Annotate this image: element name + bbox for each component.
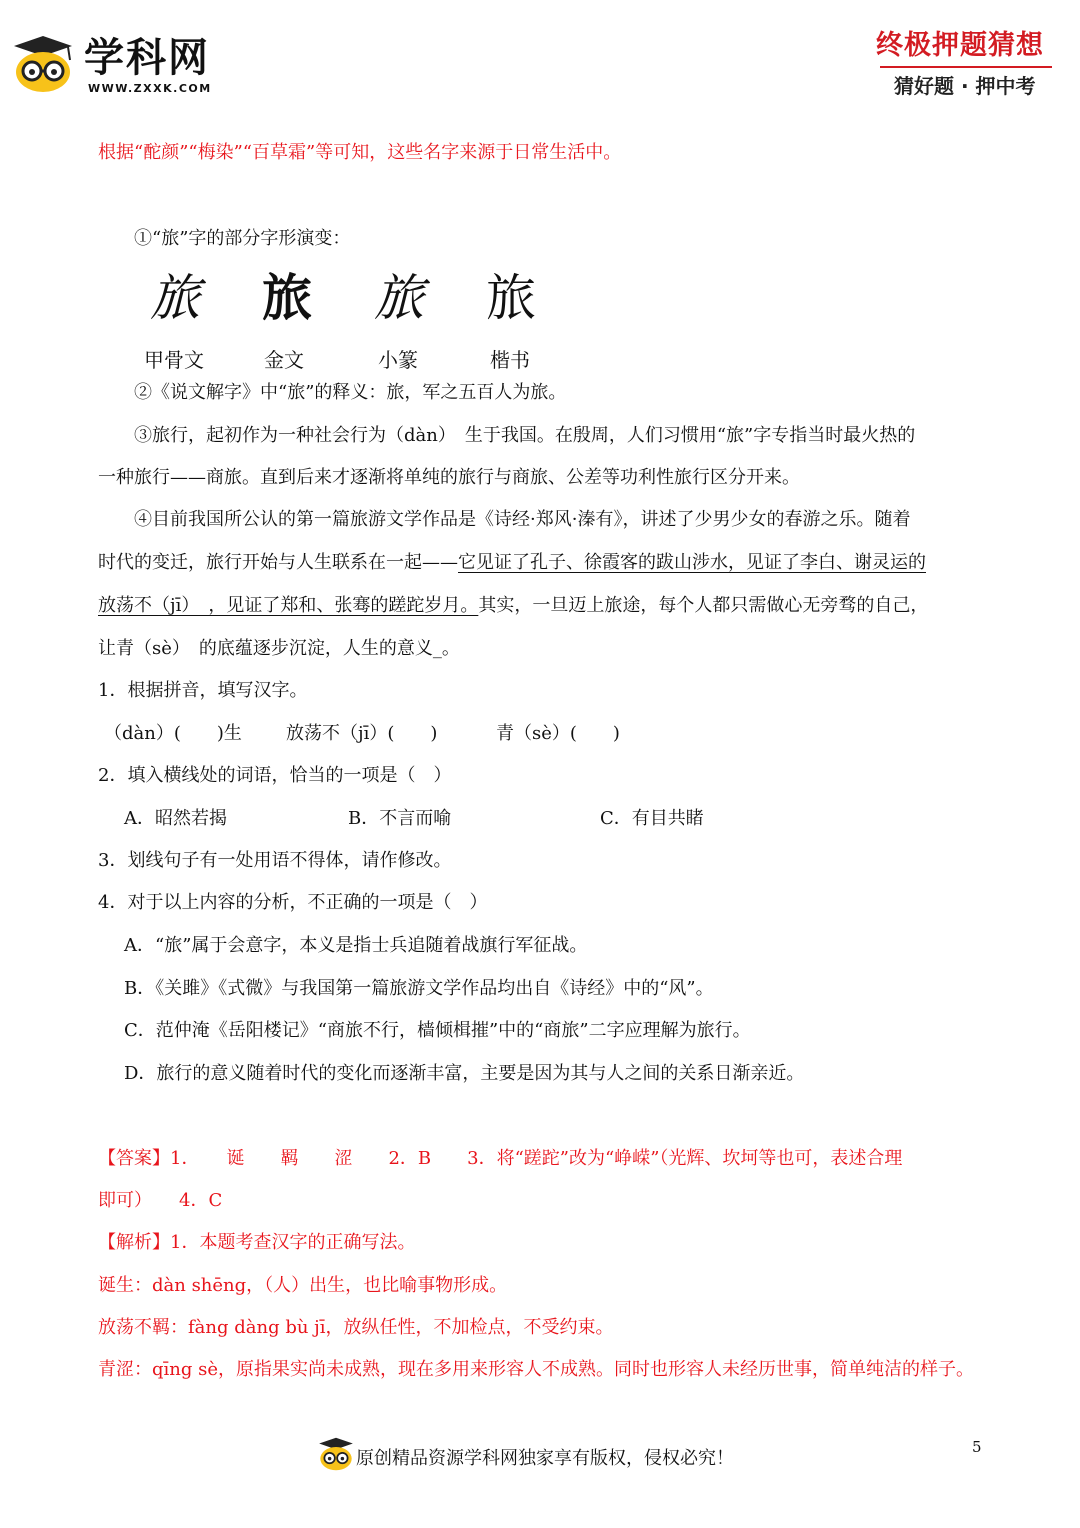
page-number: 5 — [972, 1438, 982, 1456]
answer-line2: 即可） 4．C — [98, 1190, 223, 1211]
label-seal: 小篆 — [378, 348, 418, 372]
q1-blank-se: 青（sè）( ) — [496, 723, 620, 744]
q2-option-c: C．有目共睹 — [600, 808, 704, 829]
passage-p4-line2 — [98, 552, 926, 574]
footer-copyright: 原创精品资源学科网独家享有版权，侵权必究！ — [356, 1448, 734, 1469]
q4-option-b: B．《关雎》《式微》与我国第一篇旅游文学作品均出自《诗经》中的“风”。 — [124, 978, 714, 999]
passage-p2: ②《说文解字》中“旅”的释义：旅，军之五百人为旅。 — [134, 382, 567, 403]
q4-option-a: A．“旅”属于会意字，本义是指士兵追随着战旗行军征战。 — [124, 935, 588, 956]
glyph-bronze: 旅 — [262, 269, 312, 327]
passage-p4-line4: 让青（sè） 的底蕴逐步沉淀，人生的意义_。 — [98, 638, 460, 659]
site-logo[interactable] — [12, 28, 212, 98]
glyph-regular: 旅 — [486, 269, 536, 327]
passage-p3-line1: ③旅行，起初作为一种社会行为（dàn） 生于我国。在殷周，人们习惯用“旅”字专指当时最火热的 — [134, 425, 916, 446]
question-1: 1．根据拼音，填写汉字。 — [98, 680, 308, 701]
analysis-line4: 青涩：qīng sè，原指果实尚未成熟，现在多用来形容人不成熟。同时也形容人未经历世事，简单纯洁的样子。 — [98, 1359, 975, 1380]
underlined-sentence-part2: 放荡不（jī） ，见证了郑和、张骞的蹉跎岁月。 — [98, 595, 479, 616]
glyph-oracle: 旅 — [150, 269, 200, 327]
slogan-subtitle: 猜好题 · 押中考 — [894, 74, 1036, 98]
q4-option-c: C．范仲淹《岳阳楼记》“商旅不行，樯倾楫摧”中的“商旅”二字应理解为旅行。 — [124, 1020, 751, 1041]
passage-p4-line1: ④目前我国所公认的第一篇旅游文学作品是《诗经·郑风·溱有》，讲述了少男少女的春游之乐。随着 — [134, 509, 911, 530]
q1-blank-dan: （dàn）( )生 — [104, 723, 242, 744]
label-bronze: 金文 — [264, 348, 304, 372]
passage-p1: ①“旅”字的部分字形演变： — [134, 228, 351, 249]
passage-p3-line2: 一种旅行——商旅。直到后来才逐渐将单纯的旅行与商旅、公差等功利性旅行区分开来。 — [98, 467, 800, 488]
q2-option-b: B．不言而喻 — [348, 808, 452, 829]
mascot-owl-icon — [318, 1436, 354, 1472]
slogan-title: 终极押题猜想 — [876, 30, 1044, 61]
intro-line: 根据“酡颜”“梅染”“百草霜”等可知，这些名字来源于日常生活中。 — [98, 142, 622, 163]
question-2: 2．填入横线处的词语，恰当的一项是（ ） — [98, 765, 452, 786]
glyph-seal: 旅 — [374, 269, 424, 327]
mascot-owl-icon — [12, 34, 74, 94]
underlined-sentence-part1: 它见证了孔子、徐霞客的跋山涉水，见证了李白、谢灵运的 — [458, 552, 926, 573]
logo-name: 学科网 — [84, 35, 210, 81]
question-3: 3．划线句子有一处用语不得体，请作修改。 — [98, 850, 452, 871]
q2-option-a: A．昭然若揭 — [124, 808, 227, 829]
analysis-line2: 诞生：dàn shēng，（人）出生，也比喻事物形成。 — [98, 1275, 508, 1296]
passage-p4-line3-plain: 其实，一旦迈上旅途，每个人都只需做心无旁骛的自己， — [478, 595, 929, 616]
answer-line1: 【答案】1． 诞 羁 涩 2．B 3．将“蹉跎”改为“峥嵘”（光辉、坎坷等也可，表述合理 — [98, 1148, 903, 1169]
slogan-divider — [880, 66, 1052, 68]
label-oracle: 甲骨文 — [144, 348, 204, 372]
question-4: 4．对于以上内容的分析，不正确的一项是（ ） — [98, 892, 488, 913]
analysis-line3: 放荡不羁：fàng dàng bù jī，放纵任性，不加检点，不受约束。 — [98, 1317, 614, 1338]
passage-p4-line3 — [98, 595, 928, 617]
q4-option-d: D．旅行的意义随着时代的变化而逐渐丰富，主要是因为其与人之间的关系日渐亲近。 — [124, 1063, 805, 1084]
label-regular: 楷书 — [490, 348, 530, 372]
passage-p4-line2-plain: 时代的变迁，旅行开始与人生联系在一起—— — [98, 552, 458, 573]
analysis-line1: 【解析】1．本题考查汉字的正确写法。 — [98, 1232, 416, 1253]
logo-url: WWW.ZXXK.COM — [88, 82, 212, 95]
q1-blank-ji: 放荡不（jī）( ) — [286, 723, 438, 744]
